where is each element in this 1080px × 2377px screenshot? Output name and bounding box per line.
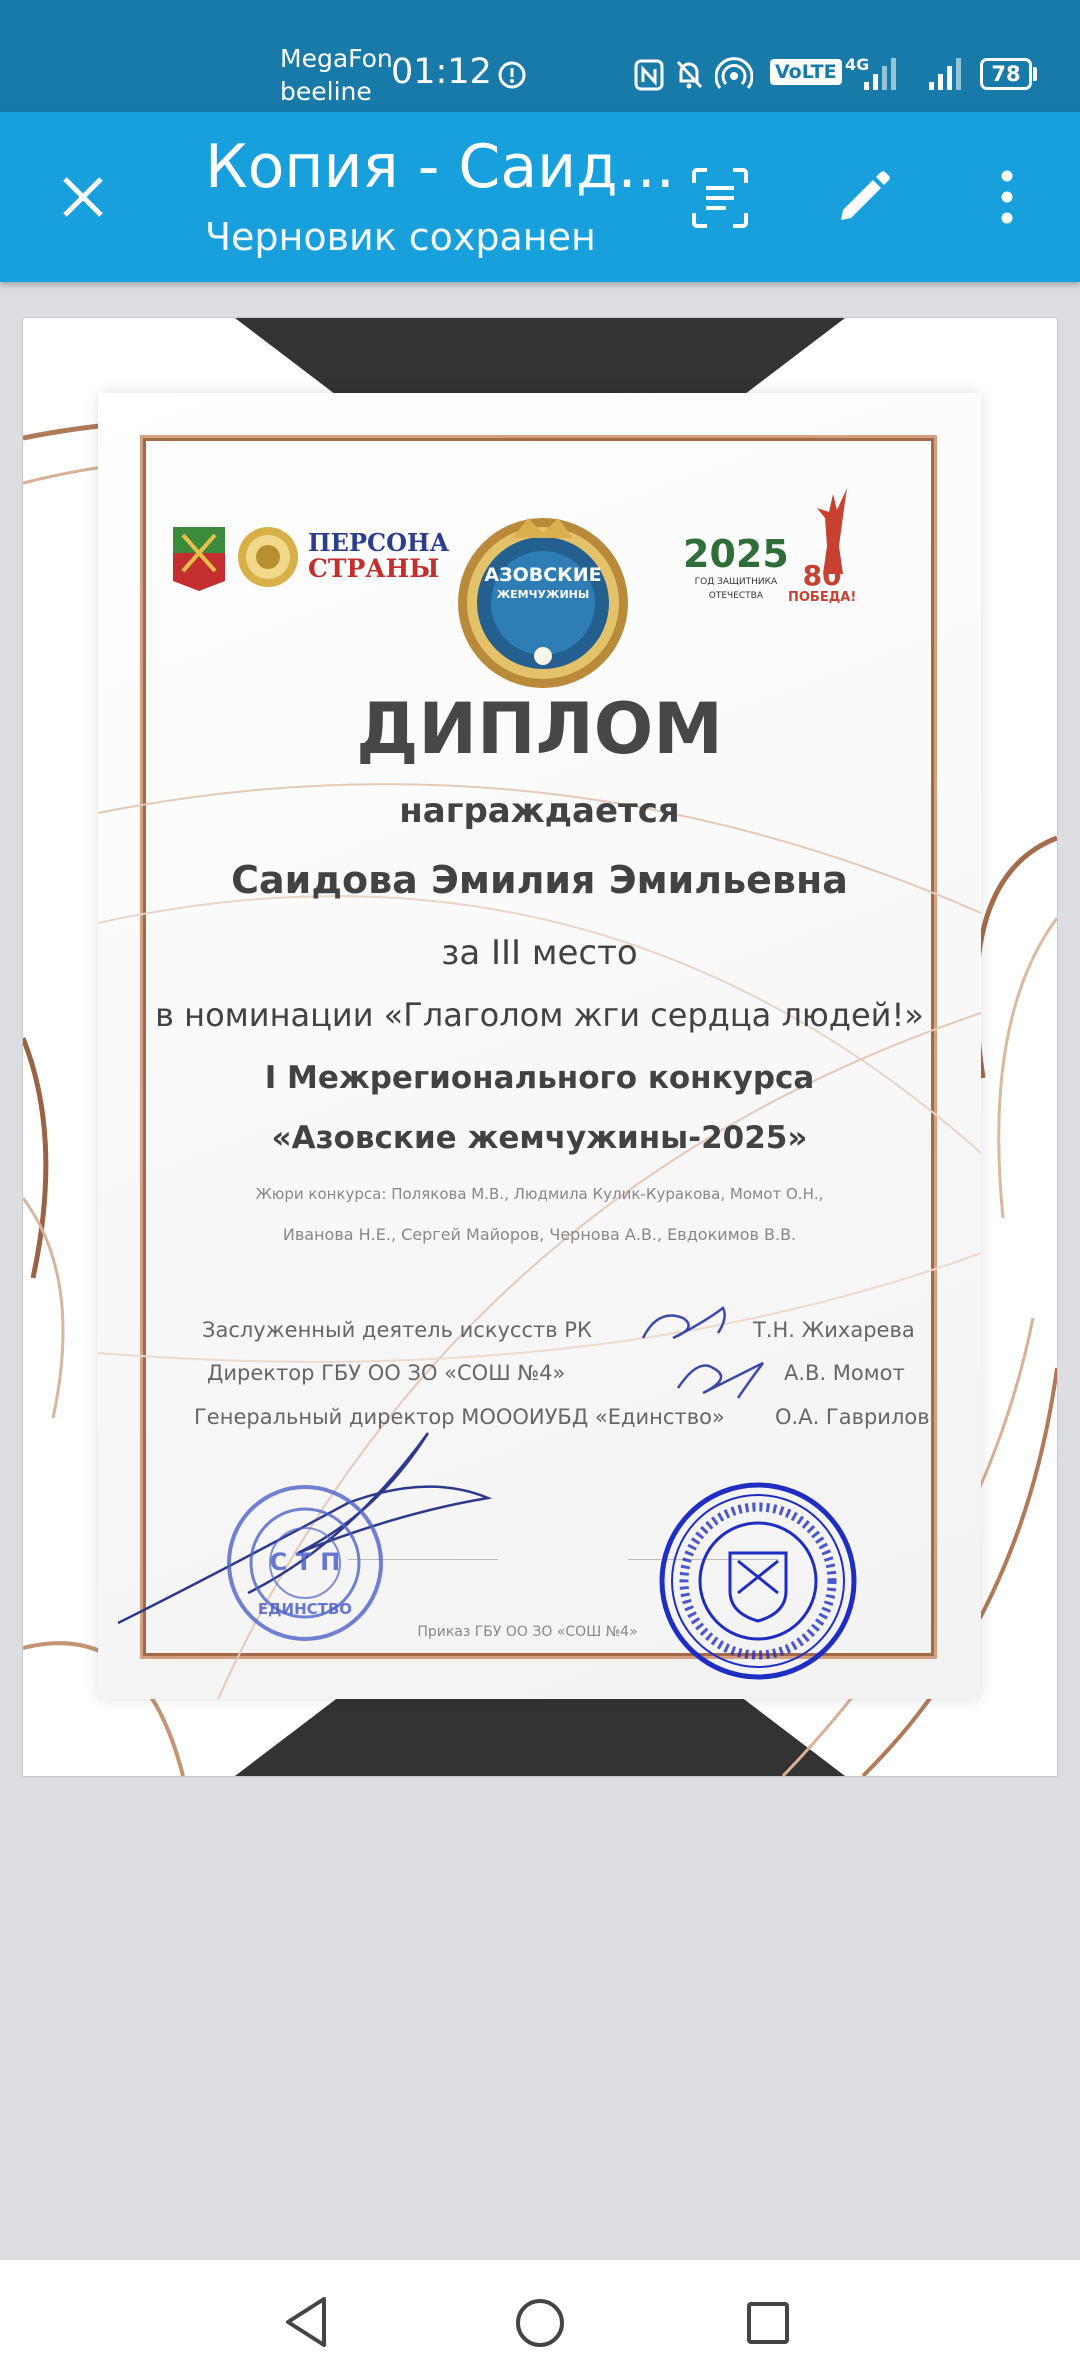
order-text: Приказ ГБУ ОО ЗО «СОШ №4» (417, 1624, 638, 1640)
defender-year-logo: 2025 ГОД ЗАЩИТНИКА ОТЕЧЕСТВА (683, 532, 789, 601)
signatory-name-3: О.А. Гаврилов (775, 1405, 930, 1429)
diploma-heading: ДИПЛОМ (356, 688, 723, 770)
carrier-names (280, 42, 393, 108)
battery-indicator: 78 (980, 58, 1032, 90)
signatory-role-1: Заслуженный деятель искусств РК (202, 1318, 592, 1342)
jury-line-2: Иванова Н.Е., Сергей Майоров, Чернова А.В., Евдокимов В.В. (282, 1225, 797, 1244)
recents-nav-icon[interactable] (745, 2300, 791, 2346)
signatory-role-3: Генеральный директор МОООИУБД «Единство» (194, 1405, 725, 1429)
awarded-label: награждается (399, 791, 680, 831)
scan-text-icon[interactable] (690, 167, 750, 229)
home-nav-icon[interactable] (514, 2297, 566, 2349)
clock: 01:12 (391, 52, 492, 92)
hotspot-icon (715, 57, 753, 93)
close-icon[interactable] (60, 174, 106, 220)
more-options-icon[interactable] (998, 169, 1016, 225)
signatory-name-1: Т.Н. Жихарева (753, 1318, 915, 1342)
signal-icon-1 (862, 56, 902, 92)
persona-logo: ПЕРСОНА СТРАНЫ (308, 528, 450, 583)
bell-muted-icon (673, 57, 705, 91)
signatory-role-2: Директор ГБУ ОО ЗО «СОШ №4» (207, 1361, 566, 1385)
contest-line-2: «Азовские жемчужины-2025» (271, 1120, 808, 1156)
carrier-megafon: MegaFon (280, 44, 393, 73)
status-bar (0, 0, 1080, 112)
document-title: Копия - Саид... (205, 132, 675, 202)
diploma (98, 393, 981, 1699)
place-text: за III место (441, 933, 638, 973)
document-page[interactable] (22, 317, 1058, 1777)
nfc-icon (633, 58, 665, 92)
nomination-text: в номинации «Глаголом жги сердца людей!» (155, 996, 924, 1034)
back-nav-icon[interactable] (282, 2295, 332, 2349)
jury-line-1: Жюри конкурса: Полякова М.В., Людмила Кулик-Куракова, Момот О.Н., (255, 1185, 824, 1203)
school-seal-stamp (658, 1481, 858, 1681)
recipient-name: Саидова Эмилия Эмильевна (231, 858, 848, 902)
contest-line-1: I Межрегионального конкурса (264, 1060, 815, 1096)
signal-icon-2 (927, 56, 967, 92)
victory-80-logo: 80 ПОБЕДА! (788, 559, 857, 605)
save-status: Черновик сохранен (205, 215, 596, 259)
app-bar (0, 112, 1080, 282)
signatory-name-2: А.В. Момот (784, 1361, 905, 1385)
navigation-bar (0, 2259, 1080, 2377)
network-type: 4G (845, 55, 870, 74)
battery-tip (1033, 67, 1037, 81)
volte-badge: VoLTE (770, 59, 842, 85)
emblem-text: АЗОВСКИЕ ЖЕМЧУЖИНЫ (484, 564, 602, 601)
alarm-icon (497, 60, 527, 90)
edinstvo-stamp-letters: С Т П (269, 1548, 341, 1576)
edit-pencil-icon[interactable] (835, 168, 893, 226)
carrier-beeline: beeline (280, 77, 372, 106)
edinstvo-stamp-label: ЕДИНСТВО (257, 1600, 353, 1618)
